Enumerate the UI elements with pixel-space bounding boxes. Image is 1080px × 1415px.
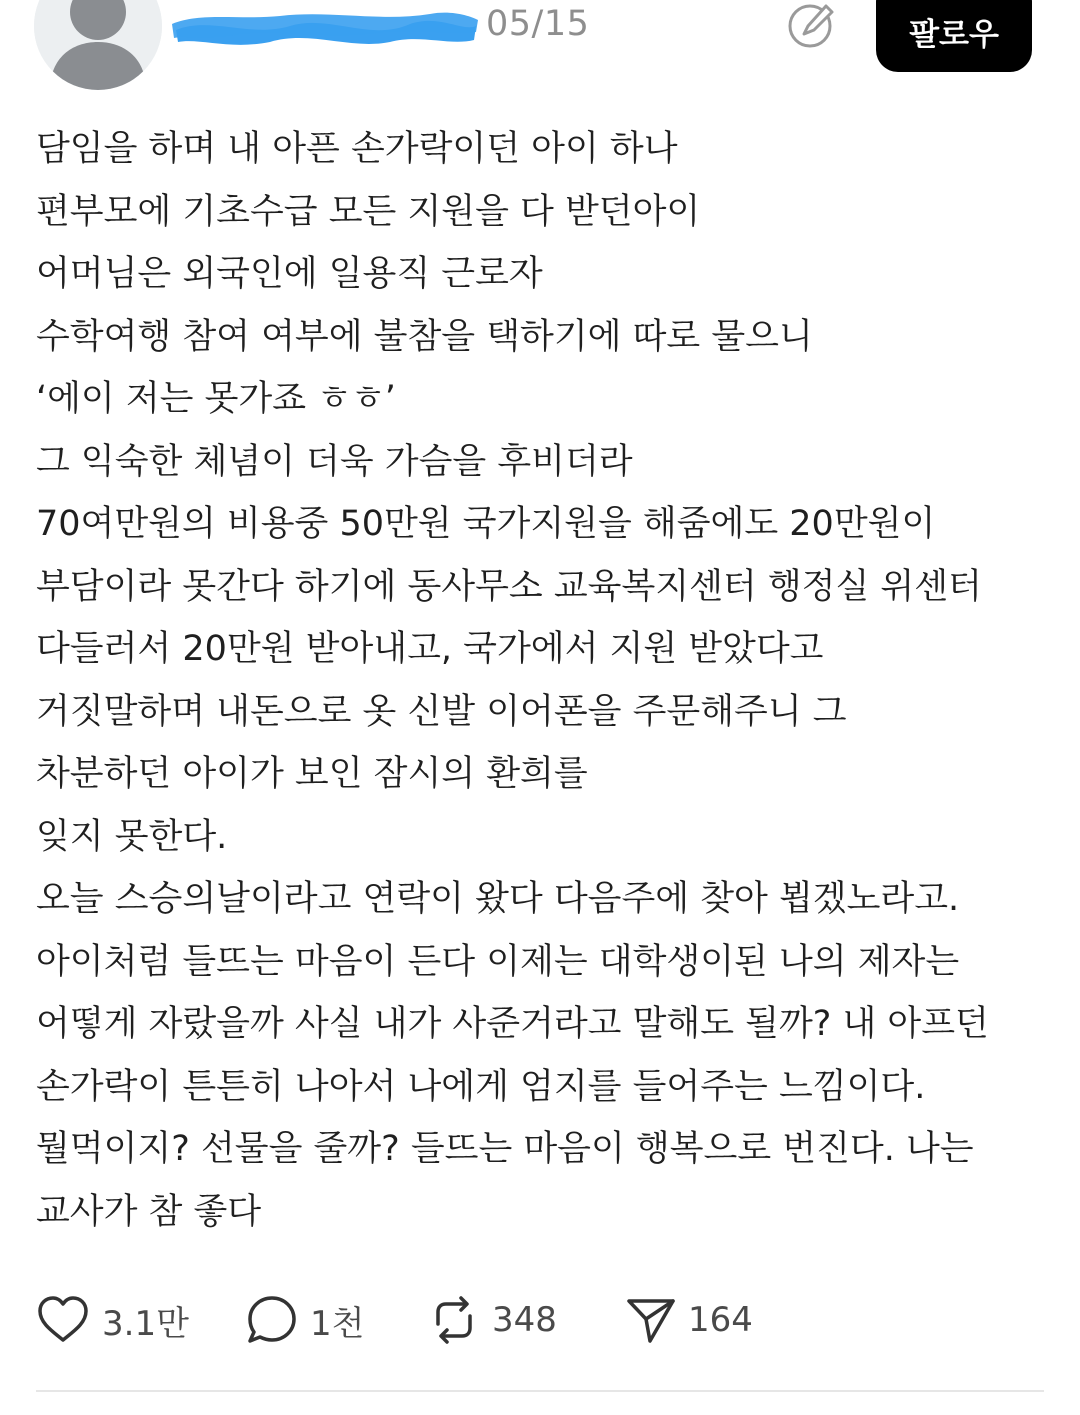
- avatar[interactable]: [34, 0, 162, 90]
- post-line: 어떻게 자랐을까 사실 내가 사준거라고 말해도 될까? 내 아프던: [36, 1004, 989, 1044]
- post-line: ‘에이 저는 못가죠 ㅎㅎ’: [36, 379, 396, 419]
- comment-count: 1천: [310, 1303, 365, 1344]
- post-line: 부담이라 못간다 하기에 동사무소 교육복지센터 행정실 위센터: [36, 566, 982, 607]
- heart-icon: [36, 1295, 90, 1345]
- action-bar: [36, 1290, 1036, 1350]
- post-line: 오늘 스승의날이라고 연락이 왔다 다음주에 찾아 뵙겠노라고.: [36, 879, 960, 919]
- post-line: 손가락이 튼튼히 나아서 나에게 엄지를 들어주는 느낌이다.: [36, 1066, 926, 1107]
- post-body: [36, 118, 1046, 1243]
- post-line: 편부모에 기초수급 모든 지원을 다 받던아이: [36, 191, 701, 232]
- share-count: 164: [688, 1300, 753, 1340]
- post-line: 뭘먹이지? 선물을 줄까? 들뜨는 마음이 행복으로 번진다. 나는: [36, 1129, 974, 1169]
- like-count: 3.1만: [102, 1303, 189, 1344]
- repost-button[interactable]: [428, 1290, 557, 1350]
- post-line: 다들러서 20만원 받아내고, 국가에서 지원 받았다고: [36, 629, 824, 669]
- repost-count: 348: [492, 1300, 557, 1340]
- post-line: 잊지 못한다.: [36, 816, 228, 857]
- username-redaction: [170, 8, 480, 48]
- repost-icon: [428, 1294, 480, 1346]
- comment-button[interactable]: [246, 1290, 364, 1350]
- post-date: 05/15: [486, 4, 590, 44]
- share-button[interactable]: [626, 1290, 753, 1350]
- post-line: 거짓말하며 내돈으로 옷 신발 이어폰을 주문해주니 그: [36, 691, 847, 732]
- follow-button[interactable]: 팔로우: [876, 0, 1032, 72]
- post-line: 교사가 참 좋다: [36, 1191, 262, 1232]
- post-line: 그 익숙한 체념이 더욱 가슴을 후비더라: [36, 441, 633, 482]
- post-line: 차분하던 아이가 보인 잠시의 환희를: [36, 754, 588, 794]
- post-line: 70여만원의 비용중 50만원 국가지원을 해줌에도 20만원이: [36, 504, 936, 544]
- default-avatar-icon: [34, 0, 162, 90]
- post-line: 아이처럼 들뜨는 마음이 든다 이제는 대학생이된 나의 제자는: [36, 941, 960, 982]
- edit-icon[interactable]: [786, 0, 836, 50]
- speech-bubble-icon: [246, 1294, 298, 1346]
- post-line: 담임을 하며 내 아픈 손가락이던 아이 하나: [36, 129, 678, 169]
- post-line: 어머님은 외국인에 일용직 근로자: [36, 254, 543, 294]
- like-button[interactable]: [36, 1290, 189, 1350]
- post-line: 수학여행 참여 여부에 불참을 택하기에 따로 물으니: [36, 316, 813, 357]
- paper-plane-icon: [626, 1295, 676, 1345]
- divider: [36, 1390, 1044, 1392]
